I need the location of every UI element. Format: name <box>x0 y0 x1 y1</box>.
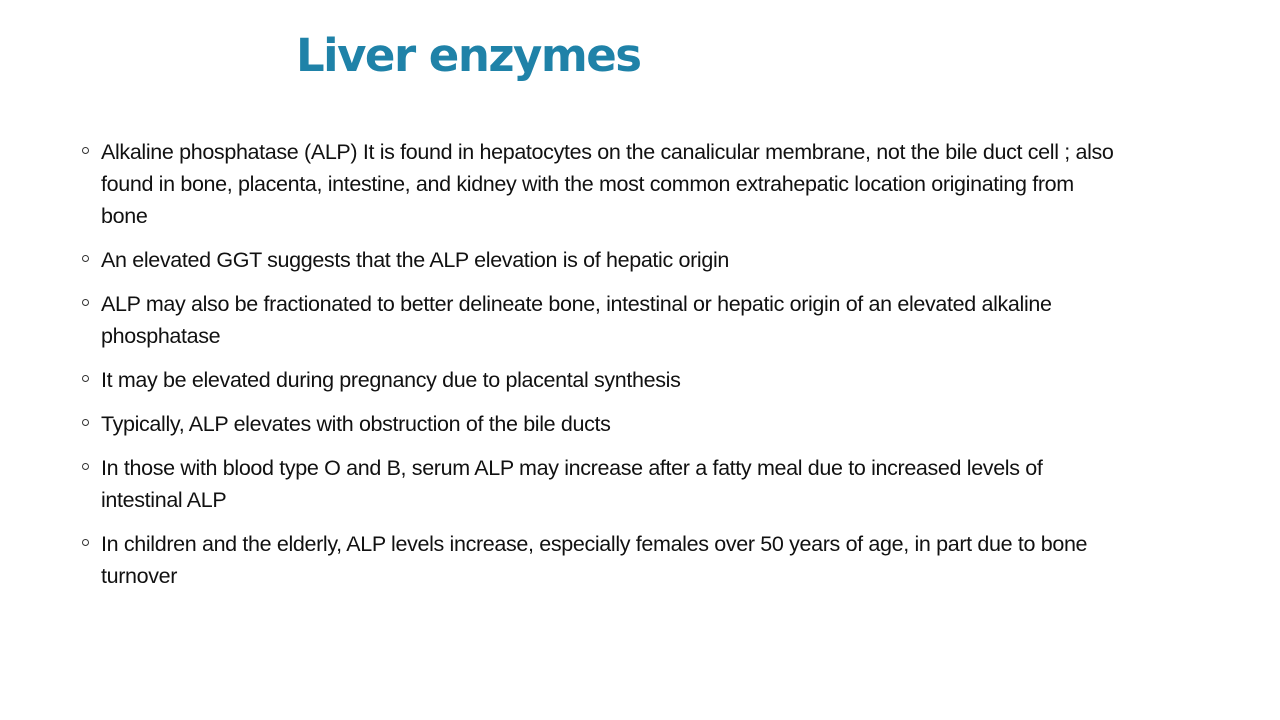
bullet-text: Typically, ALP elevates with obstruction of the bile ducts <box>101 412 611 436</box>
slide-title: Liver enzymes <box>296 29 641 82</box>
hollow-circle-bullet-icon <box>82 147 89 154</box>
bullet-text: ALP may also be fractionated to better delineate bone, intestinal or hepatic origin of an elevated alkaline phosphatase <box>101 292 1052 348</box>
hollow-circle-bullet-icon <box>82 255 89 262</box>
bullet-text: In children and the elderly, ALP levels increase, especially females over 50 years of age, in part due to bone turnover <box>101 532 1088 588</box>
hollow-circle-bullet-icon <box>82 375 89 382</box>
hollow-circle-bullet-icon <box>82 463 89 470</box>
bullet-text: In those with blood type O and B, serum ALP may increase after a fatty meal due to increased levels of intestinal ALP <box>101 456 1043 512</box>
bullet-item <box>82 408 1122 440</box>
hollow-circle-bullet-icon <box>82 539 89 546</box>
bullet-item <box>82 244 1122 276</box>
bullet-text: Alkaline phosphatase (ALP) It is found in hepatocytes on the canalicular membrane, not the bile duct cell ; also found in bone, placenta, intestine, and kidney with the most common extrahepatic location originating from bone <box>101 140 1114 228</box>
bullet-item <box>82 452 1122 516</box>
bullet-list <box>82 136 1122 604</box>
hollow-circle-bullet-icon <box>82 299 89 306</box>
bullet-item <box>82 136 1122 232</box>
bullet-item <box>82 288 1122 352</box>
bullet-text: An elevated GGT suggests that the ALP elevation is of hepatic origin <box>101 248 729 272</box>
hollow-circle-bullet-icon <box>82 419 89 426</box>
bullet-text: It may be elevated during pregnancy due to placental synthesis <box>101 368 681 392</box>
bullet-item <box>82 528 1122 592</box>
bullet-item <box>82 364 1122 396</box>
